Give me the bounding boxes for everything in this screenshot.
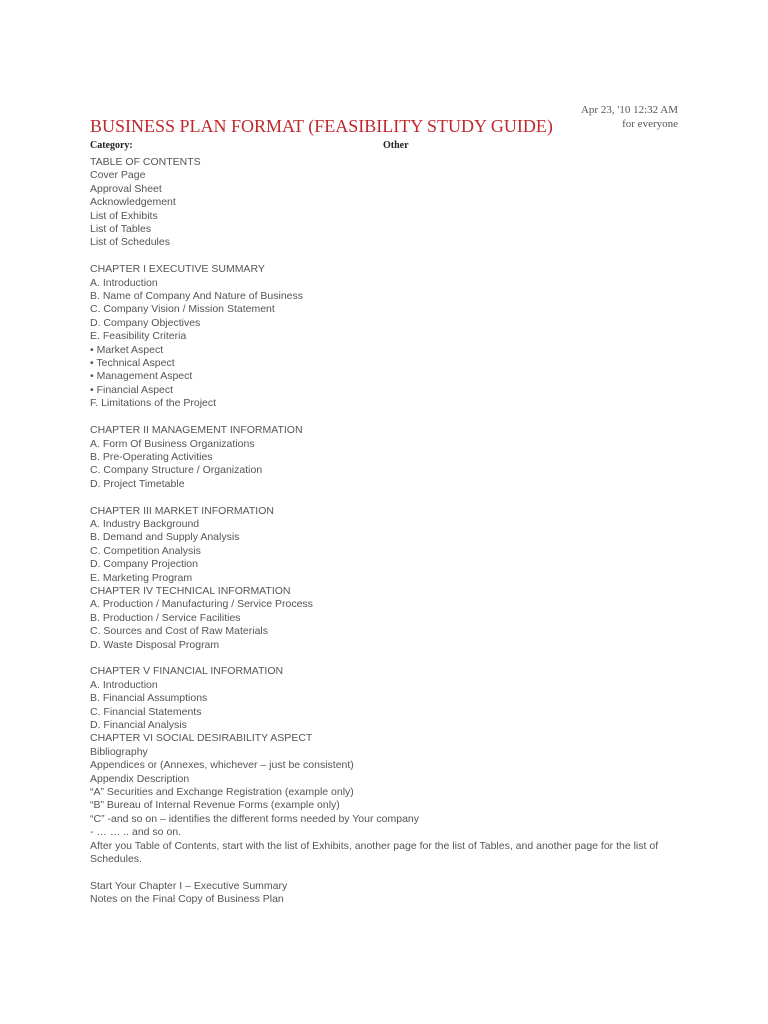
list-item: B. Name of Company And Nature of Business [90,290,304,303]
toc-item: List of Exhibits [90,209,158,222]
list-item: Notes on the Final Copy of Business Plan [90,893,284,906]
section-heading: CHAPTER IV TECHNICAL INFORMATION [90,584,291,597]
list-item: F. Limitations of the Project [90,397,217,410]
list-item: D. Waste Disposal Program [90,638,220,651]
list-item: C. Sources and Cost of Raw Materials [90,625,268,638]
closing-section [90,880,690,907]
toc-item: Acknowledgement [90,196,176,209]
chapter-5-section [90,665,690,732]
list-item: “B” Bureau of Internal Revenue Forms (example only) [90,799,340,812]
list-item: A. Production / Manufacturing / Service Process [90,598,313,611]
section-heading: CHAPTER I EXECUTIVE SUMMARY [90,263,265,276]
section-heading: CHAPTER II MANAGEMENT INFORMATION [90,424,303,437]
spacer [90,866,690,879]
category-label: Category: [90,140,133,151]
list-item: - … … .. and so on. [90,826,182,839]
spacer [90,652,690,665]
list-item: B. Demand and Supply Analysis [90,531,240,544]
list-item: A. Introduction [90,276,158,289]
list-item: E. Feasibility Criteria [90,330,187,343]
list-item: • Market Aspect [90,343,164,356]
list-item: “A” Securities and Exchange Registration (example only) [90,786,354,799]
list-item: D. Company Projection [90,558,198,571]
post-audience: for everyone [622,118,678,130]
toc-item: List of Tables [90,223,152,236]
chapter-4-section [90,585,690,652]
list-item: Start Your Chapter I – Executive Summary [90,879,288,892]
spacer [90,491,690,504]
list-item: A. Form Of Business Organizations [90,437,255,450]
list-item: “C” -and so on – identifies the different forms needed by Your company [90,812,420,825]
post-meta [581,103,678,131]
list-item: C. Company Vision / Mission Statement [90,303,275,316]
list-item: B. Production / Service Facilities [90,611,241,624]
list-item: C. Competition Analysis [90,544,201,557]
section-heading: CHAPTER VI SOCIAL DESIRABILITY ASPECT [90,732,313,745]
chapter-1-section [90,263,690,410]
list-item: A. Industry Background [90,517,200,530]
category-row [90,139,690,153]
list-item: • Management Aspect [90,370,193,383]
toc-item: Approval Sheet [90,182,162,195]
category-value: Other [383,140,409,151]
list-item: Appendices or (Annexes, whichever – just be consistent) [90,759,354,772]
list-item: D. Project Timetable [90,477,185,490]
document-title: BUSINESS PLAN FORMAT (FEASIBILITY STUDY GUIDE) [90,116,553,136]
spacer [90,250,690,263]
after-note-paragraph: After you Table of Contents, start with the list of Exhibits, another page for the list of Tables, and another page for the list of Schedules. [90,839,659,866]
section-heading: TABLE OF CONTENTS [90,156,201,168]
list-item: B. Financial Assumptions [90,692,208,705]
toc-item: List of Schedules [90,236,170,249]
list-item: D. Financial Analysis [90,719,187,731]
list-item: C. Financial Statements [90,705,202,718]
list-item: E. Marketing Program [90,571,193,584]
list-item: C. Company Structure / Organization [90,464,263,477]
list-item: • Financial Aspect [90,383,174,396]
toc-item: Cover Page [90,169,146,182]
toc-section [90,156,690,250]
list-item: • Technical Aspect [90,357,175,370]
list-item: A. Introduction [90,678,158,691]
document-body [90,156,690,907]
post-date: Apr 23, '10 12:32 AM [580,104,678,116]
list-item: Bibliography [90,745,148,758]
chapter-2-section [90,424,690,491]
section-heading: CHAPTER V FINANCIAL INFORMATION [90,665,284,678]
section-heading: CHAPTER III MARKET INFORMATION [90,504,274,517]
chapter-6-section [90,732,690,839]
spacer [90,411,690,424]
list-item: D. Company Objectives [90,316,201,329]
list-item: Appendix Description [90,772,190,785]
list-item: B. Pre-Operating Activities [90,450,213,463]
chapter-3-section [90,505,690,585]
